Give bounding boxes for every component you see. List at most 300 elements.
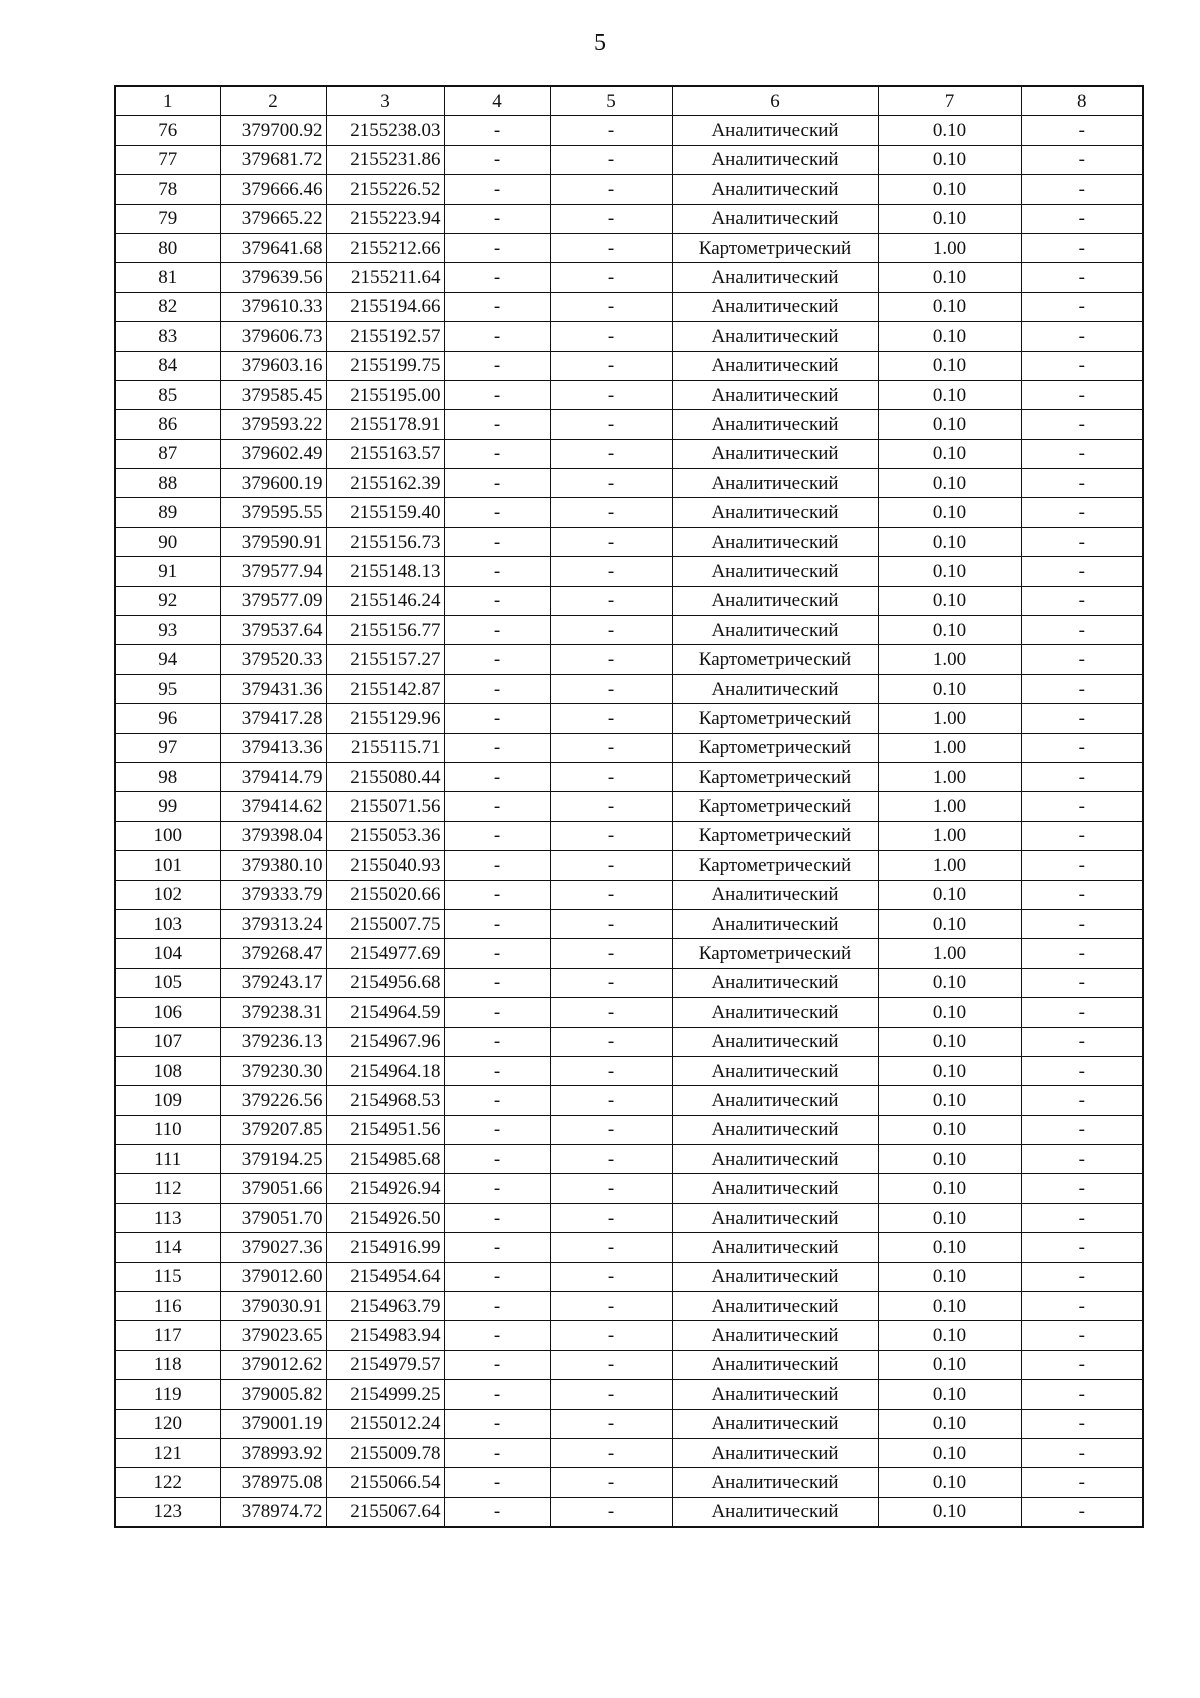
x-coordinate-cell: 379666.46 (220, 175, 326, 204)
col5-cell: - (550, 1438, 672, 1467)
table-row (115, 909, 1143, 938)
method-cell: Аналитический (672, 145, 878, 174)
table-row (115, 1350, 1143, 1379)
point-number-cell: 121 (115, 1438, 220, 1467)
x-coordinate-cell: 379414.62 (220, 792, 326, 821)
col5-cell: - (550, 1262, 672, 1291)
y-coordinate-cell: 2154983.94 (326, 1321, 444, 1350)
table-row (115, 762, 1143, 791)
method-cell: Картометрический (672, 762, 878, 791)
col5-cell: - (550, 263, 672, 292)
accuracy-cell: 0.10 (878, 586, 1021, 615)
col5-cell: - (550, 410, 672, 439)
accuracy-cell: 1.00 (878, 733, 1021, 762)
col4-cell: - (444, 322, 550, 351)
y-coordinate-cell: 2154985.68 (326, 1145, 444, 1174)
point-number-cell: 97 (115, 733, 220, 762)
col5-cell: - (550, 1233, 672, 1262)
column-header: 1 (115, 86, 220, 116)
table-row (115, 1174, 1143, 1203)
point-number-cell: 122 (115, 1468, 220, 1497)
point-number-cell: 82 (115, 292, 220, 321)
table-row (115, 704, 1143, 733)
x-coordinate-cell: 379600.19 (220, 469, 326, 498)
accuracy-cell: 0.10 (878, 498, 1021, 527)
col4-cell: - (444, 1056, 550, 1085)
table-row (115, 380, 1143, 409)
col4-cell: - (444, 1292, 550, 1321)
accuracy-cell: 0.10 (878, 322, 1021, 351)
accuracy-cell: 0.10 (878, 968, 1021, 997)
x-coordinate-cell: 379333.79 (220, 880, 326, 909)
point-number-cell: 89 (115, 498, 220, 527)
col4-cell: - (444, 1468, 550, 1497)
accuracy-cell: 0.10 (878, 204, 1021, 233)
col5-cell: - (550, 645, 672, 674)
col4-cell: - (444, 233, 550, 262)
col8-cell: - (1021, 1233, 1143, 1262)
col4-cell: - (444, 1174, 550, 1203)
col8-cell: - (1021, 909, 1143, 938)
method-cell: Картометрический (672, 792, 878, 821)
col4-cell: - (444, 998, 550, 1027)
col5-cell: - (550, 204, 672, 233)
col8-cell: - (1021, 1292, 1143, 1321)
col5-cell: - (550, 1203, 672, 1232)
point-number-cell: 87 (115, 439, 220, 468)
point-number-cell: 93 (115, 616, 220, 645)
col5-cell: - (550, 1409, 672, 1438)
point-number-cell: 77 (115, 145, 220, 174)
accuracy-cell: 1.00 (878, 851, 1021, 880)
method-cell: Аналитический (672, 1086, 878, 1115)
point-number-cell: 98 (115, 762, 220, 791)
col4-cell: - (444, 1380, 550, 1409)
col5-cell: - (550, 998, 672, 1027)
col8-cell: - (1021, 439, 1143, 468)
x-coordinate-cell: 379051.70 (220, 1203, 326, 1232)
method-cell: Картометрический (672, 704, 878, 733)
accuracy-cell: 0.10 (878, 1233, 1021, 1262)
col8-cell: - (1021, 557, 1143, 586)
method-cell: Аналитический (672, 439, 878, 468)
y-coordinate-cell: 2155195.00 (326, 380, 444, 409)
col4-cell: - (444, 1497, 550, 1527)
col5-cell: - (550, 380, 672, 409)
accuracy-cell: 0.10 (878, 263, 1021, 292)
x-coordinate-cell: 379585.45 (220, 380, 326, 409)
point-number-cell: 76 (115, 116, 220, 145)
point-number-cell: 100 (115, 821, 220, 850)
col8-cell: - (1021, 1027, 1143, 1056)
col5-cell: - (550, 1086, 672, 1115)
x-coordinate-cell: 379230.30 (220, 1056, 326, 1085)
col8-cell: - (1021, 1321, 1143, 1350)
table-row (115, 733, 1143, 762)
y-coordinate-cell: 2155080.44 (326, 762, 444, 791)
method-cell: Аналитический (672, 527, 878, 556)
col8-cell: - (1021, 704, 1143, 733)
accuracy-cell: 0.10 (878, 880, 1021, 909)
col4-cell: - (444, 616, 550, 645)
col4-cell: - (444, 733, 550, 762)
table-row (115, 439, 1143, 468)
col5-cell: - (550, 498, 672, 527)
accuracy-cell: 0.10 (878, 469, 1021, 498)
method-cell: Аналитический (672, 586, 878, 615)
col5-cell: - (550, 792, 672, 821)
col4-cell: - (444, 351, 550, 380)
method-cell: Аналитический (672, 116, 878, 145)
accuracy-cell: 1.00 (878, 645, 1021, 674)
col4-cell: - (444, 1262, 550, 1291)
col8-cell: - (1021, 1145, 1143, 1174)
table-row (115, 116, 1143, 145)
x-coordinate-cell: 379207.85 (220, 1115, 326, 1144)
coordinates-table (114, 85, 1144, 1528)
accuracy-cell: 0.10 (878, 674, 1021, 703)
col4-cell: - (444, 439, 550, 468)
accuracy-cell: 0.10 (878, 1145, 1021, 1174)
table-row (115, 498, 1143, 527)
method-cell: Аналитический (672, 616, 878, 645)
col5-cell: - (550, 1380, 672, 1409)
table-row (115, 1468, 1143, 1497)
point-number-cell: 102 (115, 880, 220, 909)
col8-cell: - (1021, 674, 1143, 703)
y-coordinate-cell: 2154964.59 (326, 998, 444, 1027)
table-row (115, 1233, 1143, 1262)
y-coordinate-cell: 2155071.56 (326, 792, 444, 821)
col5-cell: - (550, 762, 672, 791)
y-coordinate-cell: 2154964.18 (326, 1056, 444, 1085)
col5-cell: - (550, 674, 672, 703)
table-row (115, 527, 1143, 556)
y-coordinate-cell: 2155156.73 (326, 527, 444, 556)
col4-cell: - (444, 175, 550, 204)
x-coordinate-cell: 379023.65 (220, 1321, 326, 1350)
x-coordinate-cell: 379537.64 (220, 616, 326, 645)
y-coordinate-cell: 2155223.94 (326, 204, 444, 233)
x-coordinate-cell: 379027.36 (220, 1233, 326, 1262)
col8-cell: - (1021, 204, 1143, 233)
accuracy-cell: 1.00 (878, 821, 1021, 850)
table-row (115, 175, 1143, 204)
accuracy-cell: 1.00 (878, 233, 1021, 262)
col4-cell: - (444, 704, 550, 733)
point-number-cell: 108 (115, 1056, 220, 1085)
table-row (115, 616, 1143, 645)
method-cell: Аналитический (672, 998, 878, 1027)
y-coordinate-cell: 2155053.36 (326, 821, 444, 850)
column-header: 8 (1021, 86, 1143, 116)
x-coordinate-cell: 378974.72 (220, 1497, 326, 1527)
col5-cell: - (550, 821, 672, 850)
col5-cell: - (550, 1497, 672, 1527)
y-coordinate-cell: 2155148.13 (326, 557, 444, 586)
point-number-cell: 105 (115, 968, 220, 997)
column-header: 2 (220, 86, 326, 116)
method-cell: Аналитический (672, 322, 878, 351)
point-number-cell: 79 (115, 204, 220, 233)
col8-cell: - (1021, 1174, 1143, 1203)
y-coordinate-cell: 2155007.75 (326, 909, 444, 938)
col4-cell: - (444, 909, 550, 938)
method-cell: Аналитический (672, 175, 878, 204)
accuracy-cell: 0.10 (878, 1027, 1021, 1056)
col8-cell: - (1021, 233, 1143, 262)
x-coordinate-cell: 379602.49 (220, 439, 326, 468)
y-coordinate-cell: 2155199.75 (326, 351, 444, 380)
point-number-cell: 99 (115, 792, 220, 821)
point-number-cell: 96 (115, 704, 220, 733)
point-number-cell: 110 (115, 1115, 220, 1144)
col5-cell: - (550, 527, 672, 556)
accuracy-cell: 0.10 (878, 145, 1021, 174)
col8-cell: - (1021, 410, 1143, 439)
col8-cell: - (1021, 616, 1143, 645)
method-cell: Аналитический (672, 380, 878, 409)
col4-cell: - (444, 1203, 550, 1232)
table-row (115, 557, 1143, 586)
col8-cell: - (1021, 821, 1143, 850)
y-coordinate-cell: 2155012.24 (326, 1409, 444, 1438)
table-row (115, 880, 1143, 909)
col8-cell: - (1021, 851, 1143, 880)
x-coordinate-cell: 379700.92 (220, 116, 326, 145)
col8-cell: - (1021, 380, 1143, 409)
point-number-cell: 83 (115, 322, 220, 351)
col5-cell: - (550, 616, 672, 645)
x-coordinate-cell: 379238.31 (220, 998, 326, 1027)
y-coordinate-cell: 2155142.87 (326, 674, 444, 703)
method-cell: Аналитический (672, 1056, 878, 1085)
accuracy-cell: 0.10 (878, 439, 1021, 468)
x-coordinate-cell: 379577.09 (220, 586, 326, 615)
accuracy-cell: 0.10 (878, 351, 1021, 380)
col5-cell: - (550, 733, 672, 762)
table-row (115, 851, 1143, 880)
method-cell: Аналитический (672, 1233, 878, 1262)
col5-cell: - (550, 145, 672, 174)
method-cell: Картометрический (672, 645, 878, 674)
table-row (115, 1497, 1143, 1527)
accuracy-cell: 0.10 (878, 998, 1021, 1027)
accuracy-cell: 0.10 (878, 1497, 1021, 1527)
method-cell: Аналитический (672, 880, 878, 909)
x-coordinate-cell: 379226.56 (220, 1086, 326, 1115)
col5-cell: - (550, 851, 672, 880)
table-row (115, 233, 1143, 262)
point-number-cell: 111 (115, 1145, 220, 1174)
col5-cell: - (550, 1027, 672, 1056)
col8-cell: - (1021, 322, 1143, 351)
method-cell: Аналитический (672, 968, 878, 997)
method-cell: Аналитический (672, 1262, 878, 1291)
accuracy-cell: 0.10 (878, 292, 1021, 321)
method-cell: Аналитический (672, 1027, 878, 1056)
col8-cell: - (1021, 1468, 1143, 1497)
x-coordinate-cell: 379001.19 (220, 1409, 326, 1438)
x-coordinate-cell: 379641.68 (220, 233, 326, 262)
col5-cell: - (550, 1350, 672, 1379)
x-coordinate-cell: 379243.17 (220, 968, 326, 997)
col8-cell: - (1021, 1497, 1143, 1527)
x-coordinate-cell: 379268.47 (220, 939, 326, 968)
table-row (115, 410, 1143, 439)
table-row (115, 1380, 1143, 1409)
col4-cell: - (444, 1027, 550, 1056)
col4-cell: - (444, 498, 550, 527)
point-number-cell: 94 (115, 645, 220, 674)
col5-cell: - (550, 939, 672, 968)
table-row (115, 1292, 1143, 1321)
x-coordinate-cell: 379398.04 (220, 821, 326, 850)
point-number-cell: 104 (115, 939, 220, 968)
y-coordinate-cell: 2154926.50 (326, 1203, 444, 1232)
point-number-cell: 101 (115, 851, 220, 880)
y-coordinate-cell: 2155146.24 (326, 586, 444, 615)
col8-cell: - (1021, 1086, 1143, 1115)
point-number-cell: 120 (115, 1409, 220, 1438)
col5-cell: - (550, 233, 672, 262)
accuracy-cell: 0.10 (878, 1115, 1021, 1144)
col8-cell: - (1021, 292, 1143, 321)
y-coordinate-cell: 2155115.71 (326, 733, 444, 762)
col5-cell: - (550, 1321, 672, 1350)
table-row (115, 322, 1143, 351)
col8-cell: - (1021, 1409, 1143, 1438)
accuracy-cell: 0.10 (878, 410, 1021, 439)
accuracy-cell: 1.00 (878, 704, 1021, 733)
point-number-cell: 119 (115, 1380, 220, 1409)
method-cell: Картометрический (672, 821, 878, 850)
point-number-cell: 112 (115, 1174, 220, 1203)
method-cell: Картометрический (672, 939, 878, 968)
col4-cell: - (444, 1145, 550, 1174)
method-cell: Аналитический (672, 1174, 878, 1203)
page-number: 5 (594, 30, 606, 56)
x-coordinate-cell: 379681.72 (220, 145, 326, 174)
col4-cell: - (444, 204, 550, 233)
accuracy-cell: 0.10 (878, 616, 1021, 645)
y-coordinate-cell: 2155192.57 (326, 322, 444, 351)
y-coordinate-cell: 2155156.77 (326, 616, 444, 645)
point-number-cell: 123 (115, 1497, 220, 1527)
col5-cell: - (550, 1292, 672, 1321)
y-coordinate-cell: 2155159.40 (326, 498, 444, 527)
col5-cell: - (550, 292, 672, 321)
x-coordinate-cell: 379236.13 (220, 1027, 326, 1056)
y-coordinate-cell: 2154956.68 (326, 968, 444, 997)
x-coordinate-cell: 379005.82 (220, 1380, 326, 1409)
table-row (115, 1086, 1143, 1115)
table-row (115, 968, 1143, 997)
col4-cell: - (444, 880, 550, 909)
y-coordinate-cell: 2154926.94 (326, 1174, 444, 1203)
x-coordinate-cell: 378993.92 (220, 1438, 326, 1467)
x-coordinate-cell: 379012.60 (220, 1262, 326, 1291)
table-row (115, 1262, 1143, 1291)
method-cell: Аналитический (672, 557, 878, 586)
col5-cell: - (550, 557, 672, 586)
col4-cell: - (444, 1115, 550, 1144)
accuracy-cell: 0.10 (878, 1409, 1021, 1438)
col5-cell: - (550, 439, 672, 468)
y-coordinate-cell: 2155212.66 (326, 233, 444, 262)
y-coordinate-cell: 2155067.64 (326, 1497, 444, 1527)
y-coordinate-cell: 2155157.27 (326, 645, 444, 674)
point-number-cell: 86 (115, 410, 220, 439)
point-number-cell: 103 (115, 909, 220, 938)
x-coordinate-cell: 379380.10 (220, 851, 326, 880)
point-number-cell: 106 (115, 998, 220, 1027)
col8-cell: - (1021, 880, 1143, 909)
point-number-cell: 107 (115, 1027, 220, 1056)
col8-cell: - (1021, 175, 1143, 204)
col4-cell: - (444, 674, 550, 703)
col8-cell: - (1021, 1203, 1143, 1232)
point-number-cell: 95 (115, 674, 220, 703)
x-coordinate-cell: 379051.66 (220, 1174, 326, 1203)
y-coordinate-cell: 2154967.96 (326, 1027, 444, 1056)
col5-cell: - (550, 704, 672, 733)
table-row (115, 674, 1143, 703)
accuracy-cell: 0.10 (878, 116, 1021, 145)
col5-cell: - (550, 1468, 672, 1497)
col8-cell: - (1021, 116, 1143, 145)
col4-cell: - (444, 1350, 550, 1379)
accuracy-cell: 0.10 (878, 1321, 1021, 1350)
point-number-cell: 85 (115, 380, 220, 409)
y-coordinate-cell: 2155009.78 (326, 1438, 444, 1467)
accuracy-cell: 0.10 (878, 1380, 1021, 1409)
col4-cell: - (444, 1233, 550, 1262)
y-coordinate-cell: 2155211.64 (326, 263, 444, 292)
x-coordinate-cell: 379413.36 (220, 733, 326, 762)
col8-cell: - (1021, 1115, 1143, 1144)
method-cell: Аналитический (672, 1115, 878, 1144)
col4-cell: - (444, 292, 550, 321)
col5-cell: - (550, 968, 672, 997)
table-body (115, 116, 1143, 1527)
col4-cell: - (444, 116, 550, 145)
col4-cell: - (444, 968, 550, 997)
col4-cell: - (444, 821, 550, 850)
accuracy-cell: 0.10 (878, 1203, 1021, 1232)
col8-cell: - (1021, 527, 1143, 556)
method-cell: Аналитический (672, 1380, 878, 1409)
y-coordinate-cell: 2154977.69 (326, 939, 444, 968)
table-row (115, 469, 1143, 498)
method-cell: Картометрический (672, 851, 878, 880)
col4-cell: - (444, 557, 550, 586)
method-cell: Аналитический (672, 351, 878, 380)
y-coordinate-cell: 2155238.03 (326, 116, 444, 145)
accuracy-cell: 0.10 (878, 1174, 1021, 1203)
point-number-cell: 116 (115, 1292, 220, 1321)
col8-cell: - (1021, 263, 1143, 292)
col8-cell: - (1021, 586, 1143, 615)
accuracy-cell: 0.10 (878, 1292, 1021, 1321)
col4-cell: - (444, 410, 550, 439)
col5-cell: - (550, 351, 672, 380)
x-coordinate-cell: 379030.91 (220, 1292, 326, 1321)
table-row (115, 1145, 1143, 1174)
col4-cell: - (444, 145, 550, 174)
accuracy-cell: 0.10 (878, 1468, 1021, 1497)
point-number-cell: 78 (115, 175, 220, 204)
